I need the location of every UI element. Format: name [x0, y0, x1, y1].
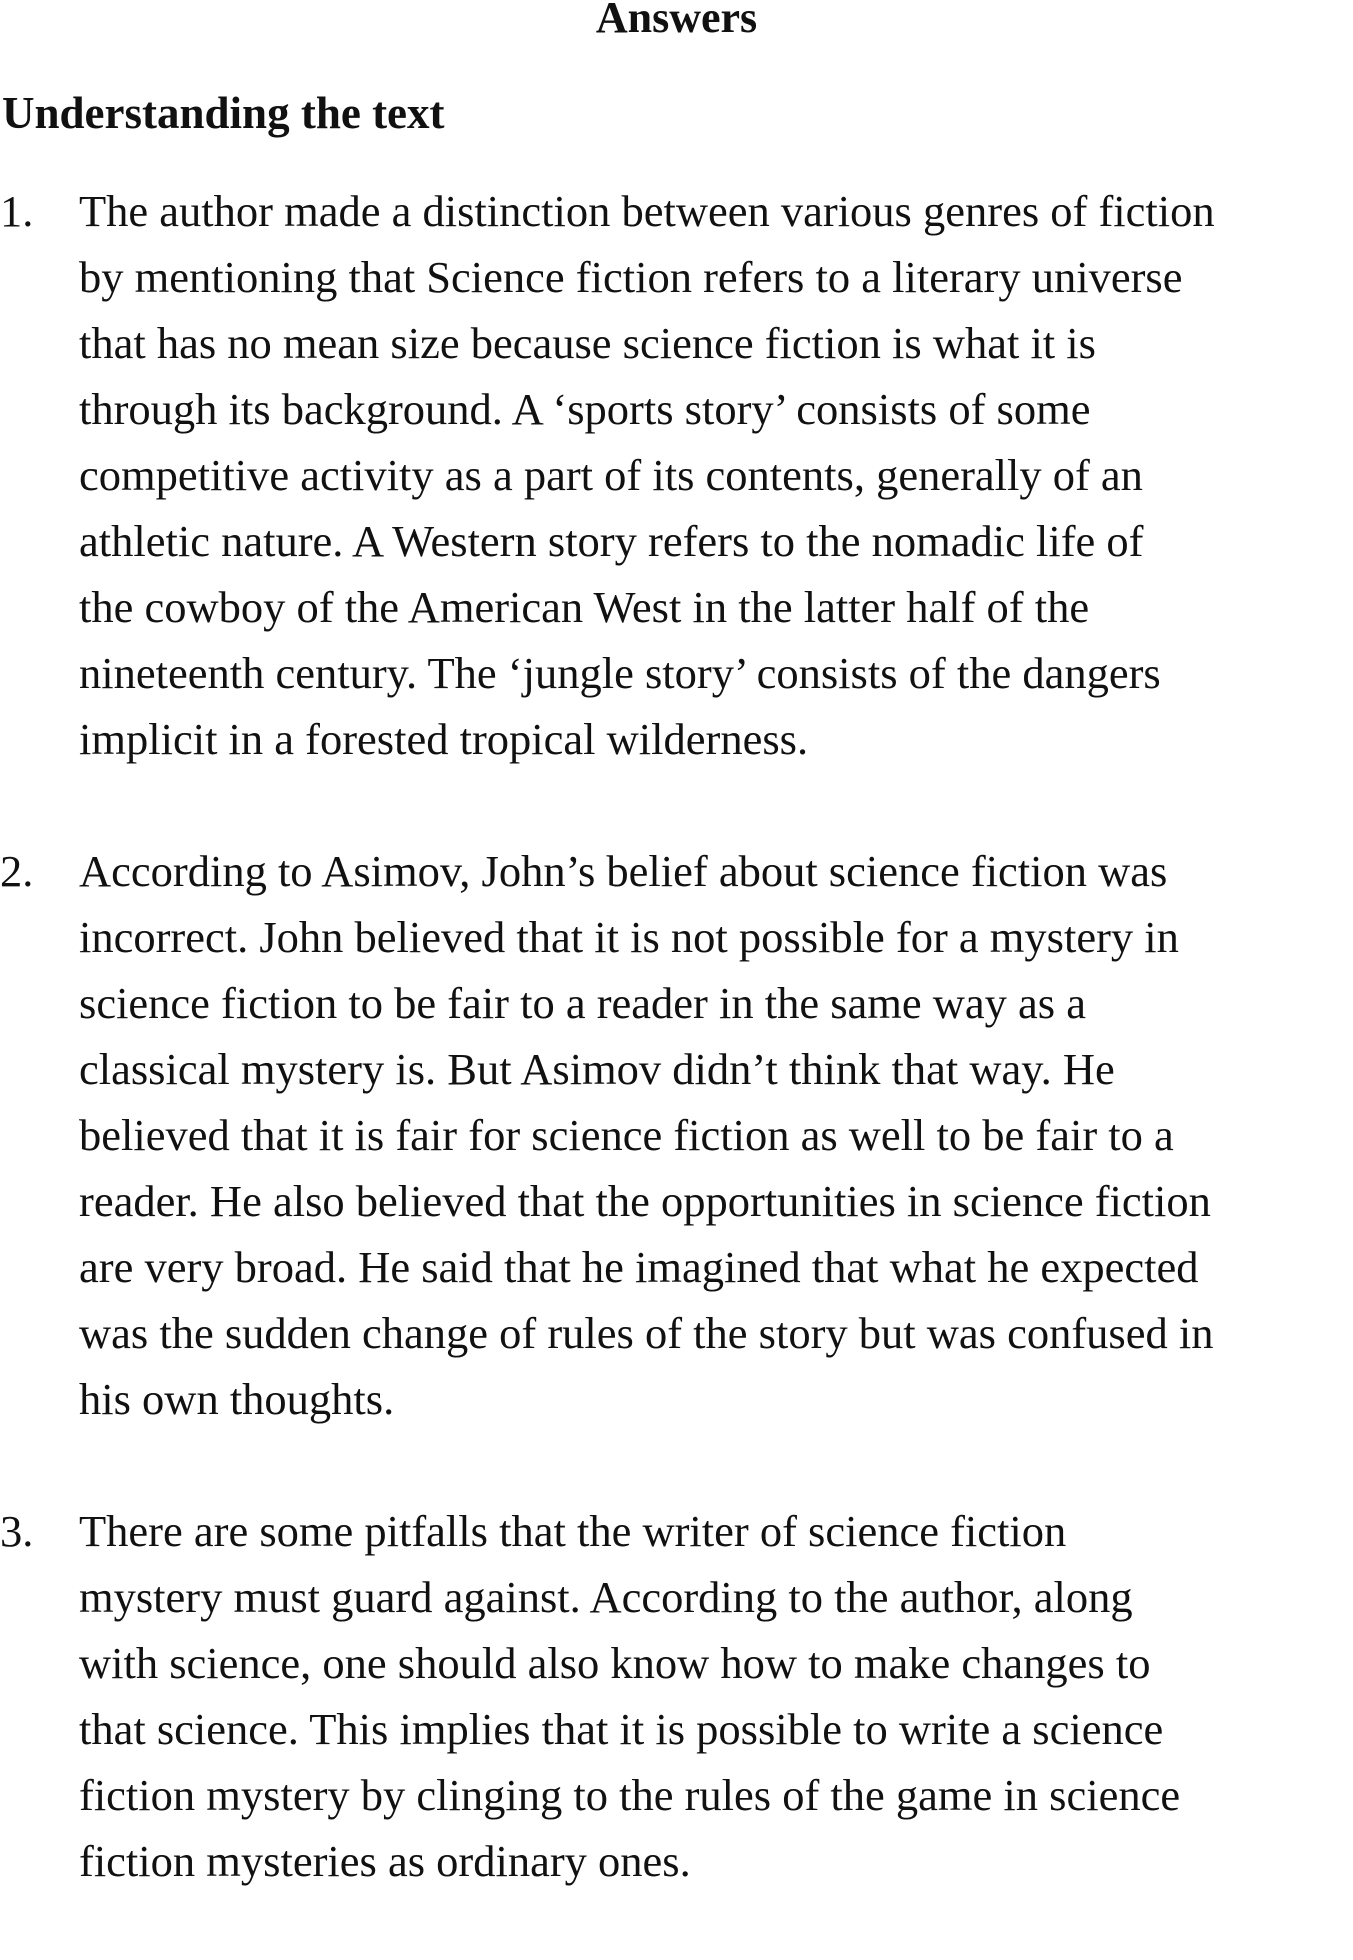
answer-line: nineteenth century. The ‘jungle story’ consists of the dangers — [79, 648, 1161, 698]
answer-number: 1. — [0, 186, 34, 236]
answer-number: 2. — [0, 846, 34, 896]
answer-item-2 — [0, 838, 1353, 1432]
answer-line: the cowboy of the American West in the latter half of the — [79, 582, 1090, 632]
answer-item-3 — [0, 1498, 1353, 1894]
answer-list — [0, 178, 1353, 1960]
answer-line: with science, one should also know how to make changes to — [79, 1638, 1151, 1688]
answer-line: was the sudden change of rules of the story but was confused in — [79, 1308, 1214, 1358]
answer-line: science fiction to be fair to a reader in the same way as a — [79, 978, 1086, 1028]
answer-line: reader. He also believed that the opportunities in science fiction — [79, 1176, 1211, 1226]
answer-line: competitive activity as a part of its contents, generally of an — [79, 450, 1143, 500]
answer-line: fiction mysteries as ordinary ones. — [79, 1836, 691, 1886]
answer-item-1 — [0, 178, 1353, 772]
answer-number: 3. — [0, 1506, 34, 1556]
answer-line: incorrect. John believed that it is not possible for a mystery in — [79, 912, 1179, 962]
page-title: Answers — [595, 0, 758, 42]
answer-line: There are some pitfalls that the writer of science fiction — [79, 1506, 1067, 1556]
answer-line: that has no mean size because science fiction is what it is — [79, 318, 1096, 368]
answer-line: implicit in a forested tropical wilderness. — [79, 714, 809, 764]
answer-line: fiction mystery by clinging to the rules of the game in science — [79, 1770, 1181, 1820]
answer-line: are very broad. He said that he imagined that what he expected — [79, 1242, 1199, 1292]
answer-line: mystery must guard against. According to the author, along — [79, 1572, 1133, 1622]
answer-line: According to Asimov, John’s belief about science fiction was — [79, 846, 1168, 896]
answer-line: that science. This implies that it is possible to write a science — [79, 1704, 1164, 1754]
answer-line: his own thoughts. — [79, 1374, 395, 1424]
answer-line: believed that it is fair for science fiction as well to be fair to a — [79, 1110, 1174, 1160]
answer-line: by mentioning that Science fiction refers to a literary universe — [79, 252, 1183, 302]
answer-line: through its background. A ‘sports story’ consists of some — [79, 384, 1091, 434]
answer-line: classical mystery is. But Asimov didn’t think that way. He — [79, 1044, 1115, 1094]
answer-line: The author made a distinction between various genres of fiction — [79, 186, 1215, 236]
section-heading: Understanding the text — [2, 88, 445, 138]
answer-line: athletic nature. A Western story refers to the nomadic life of — [79, 516, 1144, 566]
